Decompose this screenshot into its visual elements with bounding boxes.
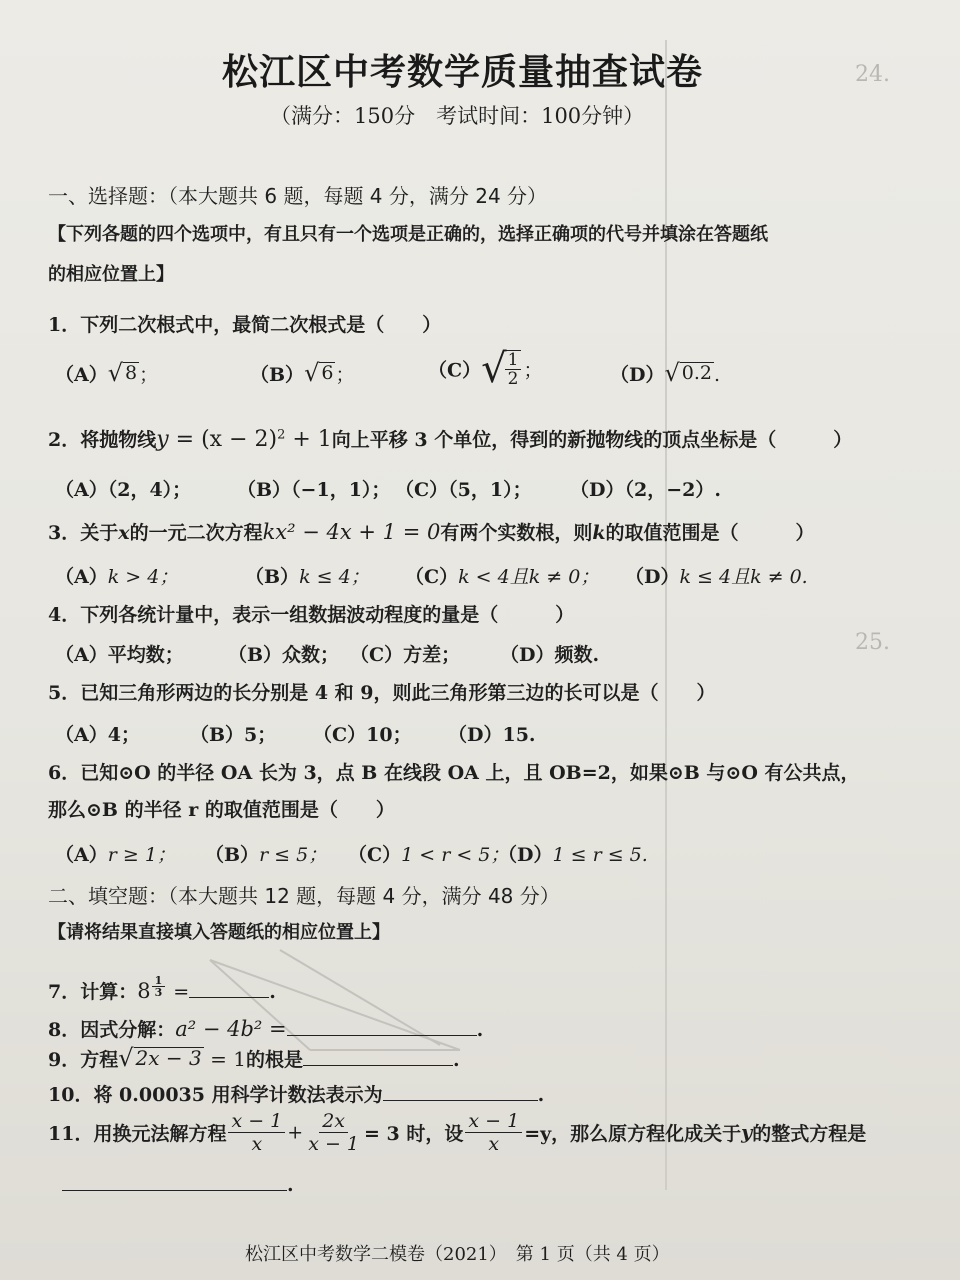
section-heading: 二、填空题：（本大题共 12 题，每题 4 分，满分 48 分） [48,884,560,908]
question-7: 7．计算：8 $\frac{1}{3}$ = . [48,974,276,1003]
section-instruction: 【下列各题的四个选项中，有且只有一个选项是正确的，选择正确项的代号并填涂在答题纸 [48,224,768,245]
answer-blank[interactable] [189,979,269,998]
question-3: 3．关于x的一元二次方程kx² − 4x + 1 = 0有两个实数根，则k的取值范围是（ ） [48,520,815,544]
q4-option-a: （A）平均数； [55,644,184,666]
question-6-cont: 那么⊙B 的半径 r 的取值范围是（ ） [48,799,395,821]
q5-option-d: （D）15. [448,724,536,746]
question-9: 9．方程 √ 2x − 3 = 1的根是 . [48,1044,460,1072]
q6-option-c: （C）1 < r < 5； [348,844,510,866]
bleed-through-text: 24. [855,62,890,87]
q2-option-d: （D）（2，−2）. [570,479,721,501]
page-title: 松江区中考数学质量抽查试卷 [222,52,704,93]
exam-info: （满分：150分 考试时间：100分钟） [270,104,645,128]
question-8: 8．因式分解：a² − 4b² = . [48,1017,484,1041]
section-instruction: 的相应位置上】 [48,264,174,285]
q1-option-b: （B） √ 6 ； [250,359,355,387]
section-instruction: 【请将结果直接填入答题纸的相应位置上】 [48,922,390,943]
question-1: 1．下列二次根式中，最简二次根式是（ ） [48,314,442,336]
q3-option-b: （B）k ≤ 4； [245,566,370,588]
answer-blank[interactable] [383,1082,538,1101]
question-2: 2．将抛物线$y = (x - 2)^2 + 1$向上平移 3 个单位，得到的新抛物线的顶点坐标是（ ） [48,427,853,452]
section-heading: 一、选择题：（本大题共 6 题，每题 4 分，满分 24 分） [48,184,548,208]
q6-option-a: （A）r ≥ 1； [55,844,176,866]
q1-option-c: （C）√ $\frac{1}{2}$ ； [428,346,543,392]
question-6: 6．已知⊙O 的半径 OA 长为 3，点 B 在线段 OA 上，且 OB=2，如果⊙B 与⊙O 有公共点， [48,762,860,784]
q5-option-b: （B）5； [190,724,277,746]
question-5: 5．已知三角形两边的长分别是 4 和 9，则此三角形第三边的长可以是（ ） [48,682,716,704]
answer-blank[interactable] [287,1017,477,1036]
answer-blank[interactable] [62,1172,287,1191]
q2-option-c: （C）（5，1）； [395,479,532,501]
question-4: 4．下列各统计量中，表示一组数据波动程度的量是（ ） [48,604,575,626]
q5-option-a: （A）4； [55,724,140,746]
answer-blank[interactable] [303,1047,453,1066]
q4-option-c: （C）方差； [350,644,461,666]
q1-option-a: （A） √ 8 ； [55,359,159,387]
q1-option-d: （D） √ 0.2 . [610,359,721,387]
page-footer: 松江区中考数学二模卷（2021） 第 1 页（共 4 页） [245,1244,670,1265]
question-10: 10．将 0.00035 用科学计数法表示为 . [48,1084,545,1106]
question-11-answer: . [62,1172,294,1196]
q3-option-a: （A）k > 4； [55,566,179,588]
q3-option-d: （D）k ≤ 4且k ≠ 0. [625,566,808,588]
q3-option-c: （C）k < 4且k ≠ 0； [405,566,600,588]
question-11: 11．用换元法解方程 $\frac{x - 1}{x}$ + $\frac{2x}{x - 1}$ = 3 时，设 $\frac{x - 1}{x}$ =y，那么原方程化成关于y的整式方程是 [48,1110,867,1155]
bleed-through-fold-line [665,40,667,1190]
q4-option-d: （D）频数. [500,644,600,666]
q6-option-d: （D）1 ≤ r ≤ 5. [498,844,648,866]
q5-option-c: （C）10； [313,724,412,746]
q6-option-b: （B）r ≤ 5； [205,844,328,866]
q4-option-b: （B）众数； [228,644,340,666]
q2-option-b: （B）（−1，1）； [237,479,391,501]
q2-option-a: （A）（2，4）； [55,479,192,501]
bleed-through-text: 25. [855,630,890,655]
